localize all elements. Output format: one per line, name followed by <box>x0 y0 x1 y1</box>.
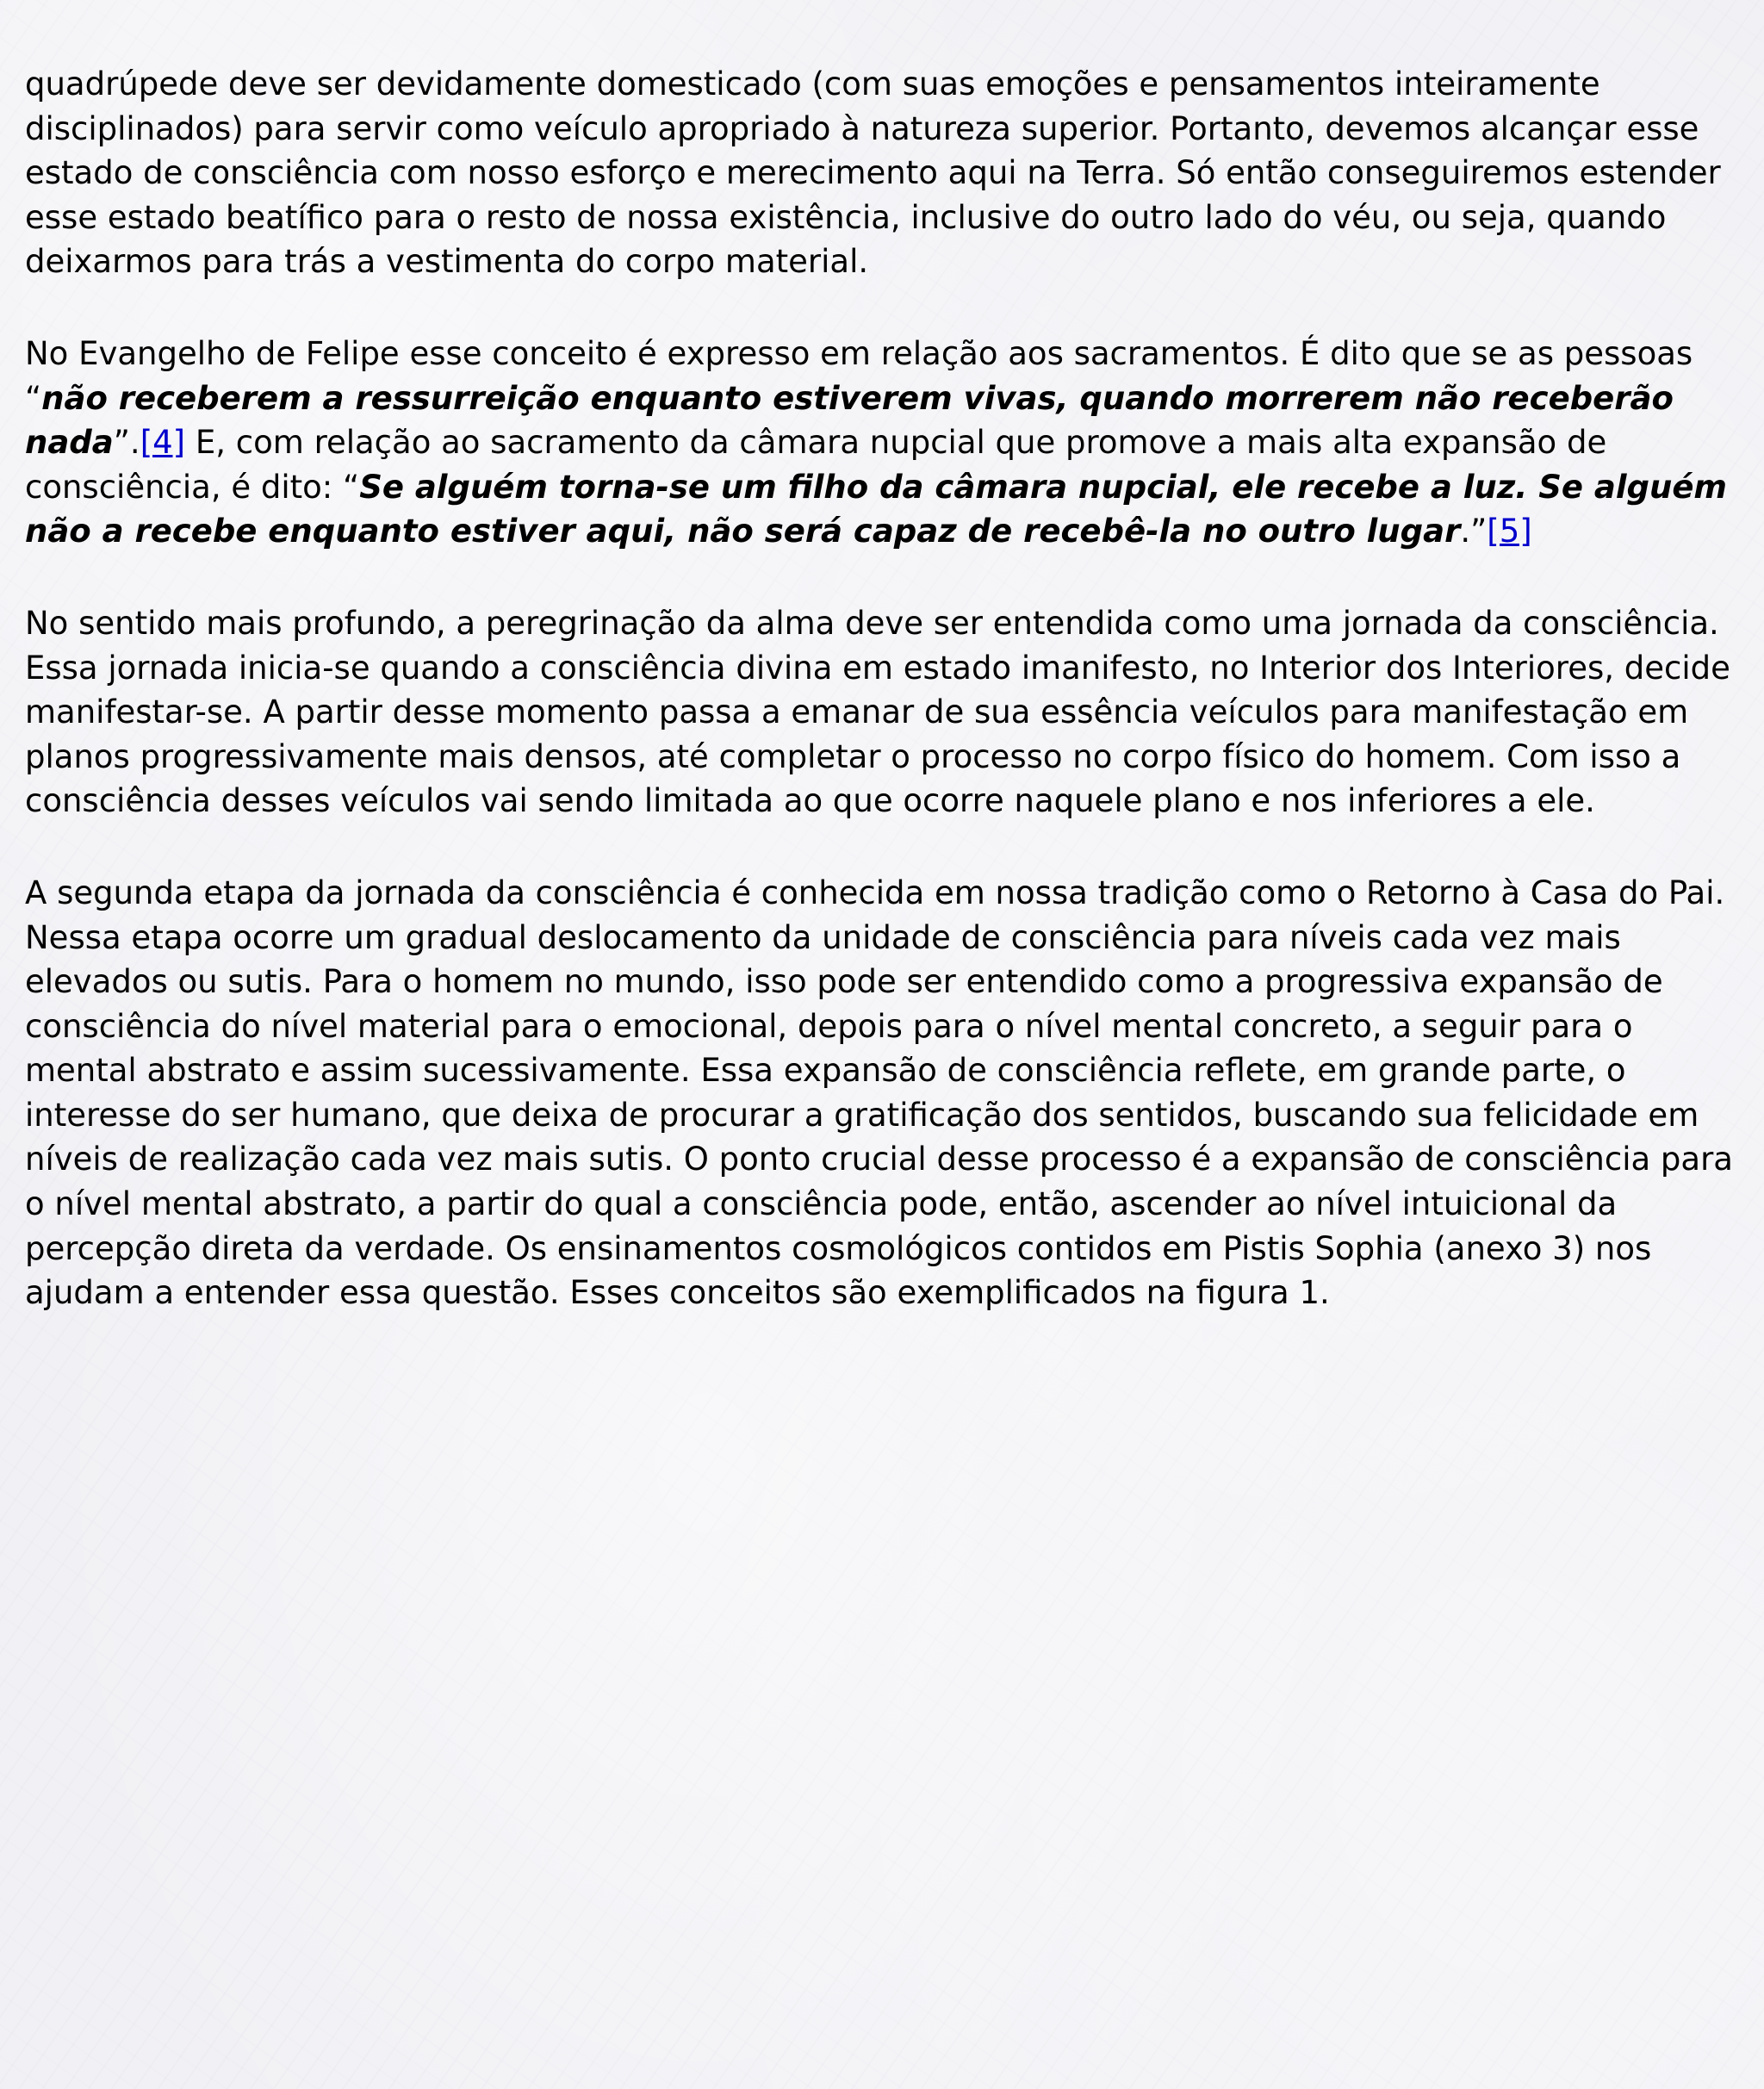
quote-close-1: ”. <box>113 424 140 462</box>
document-body <box>25 62 1739 1363</box>
paragraph-2-intro: No Evangelho de Felipe esse conceito é expresso em relação aos sacramentos. É dito que se as pessoas “ <box>25 334 1693 417</box>
footnote-link-4[interactable]: [4] <box>140 424 186 462</box>
quote-close-2: .” <box>1460 513 1488 550</box>
paragraph-1: quadrúpede deve ser devidamente domesticado (com suas emoções e pensamentos inteiramente disciplinados) para servir como veículo apropriado à natureza superior. Portanto, devemos alcançar esse estado de consciência com nosso esforço e merecimento aqui na Terra. Só então conseguiremos estender esse estado beatífico para o resto de nossa existência, inclusive do outro lado do véu, ou seja, quando deixarmos para trás a vestimenta do corpo material. <box>25 65 1721 281</box>
quote-resurrection: não receberem a ressurreição enquanto estiverem vivas, quando morrerem não receberão nada <box>25 379 1674 462</box>
paragraph-2-middle: E, com relação ao sacramento da câmara nupcial que promove a mais alta expansão de consciência, é dito: “ <box>25 424 1607 506</box>
paragraph-3: No sentido mais profundo, a peregrinação da alma deve ser entendida como uma jornada da consciência. Essa jornada inicia-se quando a consciência divina em estado imanifesto, no Interior dos Interiores, decide manifestar-se. A partir desse momento passa a emanar de sua essência veículos para manifestação em planos progressivamente mais densos, até completar o processo no corpo físico do homem. Com isso a consciência desses veículos vai sendo limitada ao que ocorre naquele plano e nos inferiores a ele. <box>25 604 1730 820</box>
paragraph-4: A segunda etapa da jornada da consciência é conhecida em nossa tradição como o Retorno à Casa do Pai. Nessa etapa ocorre um gradual deslocamento da unidade de consciência para níveis cada vez mais elevados ou sutis. Para o homem no mundo, isso pode ser entendido como a progressiva expansão de consciência do nível material para o emocional, depois para o nível mental concreto, a seguir para o mental abstrato e assim sucessivamente. Essa expansão de consciência reflete, em grande parte, o interesse do ser humano, que deixa de procurar a gratificação dos sentidos, buscando sua felicidade em níveis de realização cada vez mais sutis. O ponto crucial desse processo é a expansão de consciência para o nível mental abstrato, a partir do qual a consciência pode, então, ascender ao nível intuicional da percepção direta da verdade. Os ensinamentos cosmológicos contidos em Pistis Sophia (anexo 3) nos ajudam a entender essa questão. Esses conceitos são exemplificados na figura 1. <box>25 874 1733 1312</box>
footnote-link-5[interactable]: [5] <box>1487 513 1532 550</box>
quote-bridal-chamber: Se alguém torna-se um filho da câmara nupcial, ele recebe a luz. Se alguém não a recebe enquanto estiver aqui, não será capaz de recebê-la no outro lugar <box>25 468 1727 550</box>
paragraph-2 <box>25 332 1739 554</box>
